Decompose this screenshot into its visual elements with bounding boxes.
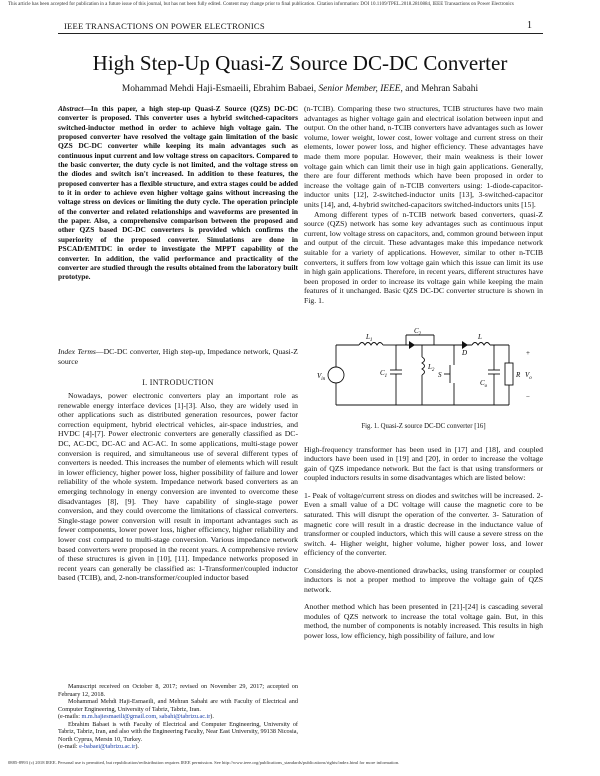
abstract-label: Abstract xyxy=(58,104,84,113)
index-terms-text: —DC-DC converter, High step-up, Impedance network, Quasi-Z source xyxy=(58,347,298,366)
footnote-received: Manuscript received on October 8, 2017; revised on November 29, 2017; accepted on February 12, 2018. xyxy=(58,683,298,698)
circuit-figure xyxy=(304,325,543,418)
index-terms-label: Index Terms xyxy=(58,347,96,356)
label-r: R xyxy=(516,371,521,379)
label-s: S xyxy=(438,371,442,379)
right-paragraph: (n-TCIB). Comparing these two structures, TCIB structures have two main advantages as higher voltage gain and electrical isolation between input and output. On the other hand, n-TCIB converters have advantages such as lower volume, lower weight, lower cost, lower voltage and current stress on their elements, lower power loss, and higher efficiency. These advantages have made them more popular. However, their main weakness is their lower voltage gain which can limit their use in high gain applications. Generally, there are four different methods which have been proposed in order to increase the voltage gain of n-TCIB converters using: 1-diode-capacitor-inductor units [12], 2-switched-inductor units [13], 3-switched-capacitor units [14], and, 4-hybrid switched-capacitors switched-inductors units [15]. xyxy=(304,104,543,209)
header-rule xyxy=(58,33,543,34)
intro-paragraph: Nowadays, power electronic converters play an important role as renewable energy interface devices [1]-[3]. Also, they are widely used in other applications such as distributed generation resources, power factor correction equipment, hybrid electrical vehicles, air-space industries, and HVDC [4]-[7]. Power electronic converters are generally classified as DC-DC, AC-DC, DC-AC and AC-AC. In some applications, multi-stage power conversion is required, and simultaneous use of several different types of converters is needed. This increases the number of elements which will result in lower efficiency, higher power loss, higher possibility of failure and lower reliability of the whole system. Impedance network based converters as an emerging technology in energy conversion are invented to overcome these disadvantages [8], [9]. They have capability of single-stage power conversion, and they could overcome the limitations of classical converters. Single-stage power conversion will result in important advantages such as fewer components, lower power loss, higher efficiency, higher reliability and lower cost compared to multi-stage conversion. Various impedance network based converters were proposed in the recent years. A comprehensive review of these structures is given in [10], [11]. Impedance networks proposed in recent years can generally be classified as: 1-Transformer/coupled inductor based (TCIB), and, 2-non-transformer/coupled inductor based xyxy=(58,391,298,583)
paper-title: High Step-Up Quasi-Z Source DC-DC Converter xyxy=(92,51,508,75)
right-column-body xyxy=(304,104,543,305)
index-terms xyxy=(58,347,298,366)
introduction-body xyxy=(58,391,298,583)
abstract xyxy=(58,104,298,282)
label-vo: $V_o$ xyxy=(525,371,532,381)
footnote-email-2: (e-mail: e-babaei@tabrizu.ac.ir). xyxy=(58,743,139,750)
abstract-text: —In this paper, a high step-up Quasi-Z Source (QZS) DC-DC converter is proposed. This converter uses a hybrid switched-capacitors switched-inductor method in order to achieve high voltage gain. The proposed converter have resolved the voltage gain limitation of the basic QZS DC-DC converter while keeping its main advantages such as continuous input current and low voltage stress on capacitors. Compared to the basic converter, the duty cycle is not limited, and the voltage stress on the diodes and switch isn't increased. In addition to these features, the proposed converter has a flexible structure, and extra stages could be added to it in order to achieve even higher voltage gains without increasing the voltage stress on devices or limiting the duty cycle. The operation principle of the converter and related relationships and waveforms are presented in the paper. Also, a comprehensive comparison between the proposed and other QZS based DC-DC converters is provided which confirms the superiority of the proposed converter. Simulations are done in PSCAD/EMTDC in order to investigate the MPPT capability of the converter. In addition, the valid performance and practicality of the converter are studied through the results obtained from the laboratory built prototype. xyxy=(58,104,298,282)
author-names: Mohammad Mehdi Haji-Esmaeili, Ebrahim Babaei, xyxy=(121,84,317,94)
right-paragraph: Considering the above-mentioned drawbacks, using transformer or coupled inductors is not a proper method to improve the voltage gain of QZS network. xyxy=(304,565,543,594)
label-c1: $C_1$ xyxy=(380,369,388,379)
label-l1: $L_1$ xyxy=(366,333,373,343)
footnote-affiliation-2: Ebrahim Babaei is with Faculty of Electrical and Computer Engineering, University of Tabriz, Tabriz, Iran, and also with the Engineering Faculty, Near East University, 99138 Nicosia, North Cyprus, Mersin 10, Turkey. xyxy=(58,720,298,743)
figure-caption: Fig. 1. Quasi-Z source DC-DC converter [16] xyxy=(361,423,486,430)
footnote-emails-1: (e-mails: m.m.hajiesmaeili@gmail.com, sabahi@tabrizu.ac.ir). xyxy=(58,713,214,720)
label-vin: $V_{in}$ xyxy=(317,372,326,382)
footnotes xyxy=(58,683,298,751)
author-last: and Mehran Sabahi xyxy=(405,84,479,94)
right-paragraph: Another method which has been presented in [21]-[24] is cascading several modules of QZS network to increase the total voltage gain. But, in this method, the number of components is notably increased. This results in high power loss, low efficiency, high possibility of failure, and low xyxy=(304,602,543,640)
prepublication-notice: This article has been accepted for publication in a future issue of this journal, but has not been fully edited. Content may change prior to final publication. Citation information: DOI 10.1109/TPEL.2018.2810884, IEEE Transactions on Power Electronics xyxy=(8,2,514,7)
right-paragraph: Among different types of n-TCIB network based converters, quasi-Z source (QZS) network has some key advantages such as continuous input current, low voltage stress on capacitors, and, common ground between input and output of the circuit. These advantages make this impedance network suitable for a variety of applications. However, similar to other n-TCIB converters, it suffers from low voltage gain which this issue can limit its use in high gain applications. Therefore, in recent years, different structures have been proposed in order to increase its voltage gain while keeping the main features of it unchanged. Basic QZS DC-DC converter structure is shown in Fig. 1. xyxy=(304,209,543,305)
label-co: $C_o$ xyxy=(480,379,488,389)
right-paragraph: High-frequency transformer has been used in [17] and [18], and coupled inductors have been used in [19] and [20], in order to increase the voltage gain of QZS impedance network. But the fact is that using transformers or coupled inductors results in some disadvantages which are listed below: xyxy=(304,444,543,483)
label-l2: $L_2$ xyxy=(428,363,435,373)
label-plus: + xyxy=(526,349,530,357)
right-column-body-2 xyxy=(304,437,543,648)
label-d: D xyxy=(462,349,468,357)
section-heading: I. INTRODUCTION xyxy=(142,378,214,387)
page-number: 1 xyxy=(527,20,532,31)
label-l: L xyxy=(478,333,482,341)
journal-name: IEEE TRANSACTIONS ON POWER ELECTRONICS xyxy=(64,21,265,31)
author-membership: Senior Member, IEEE, xyxy=(318,84,403,94)
label-c2: $C_2$ xyxy=(414,327,422,337)
author-line xyxy=(0,84,600,95)
right-paragraph: 1- Peak of voltage/current stress on diodes and switches will be increased. 2- Even a small value of a DC voltage will cause the magnetic core to be saturated. This will disrupt the operation of the converter. 3- Saturation of magnetic core will result in a drastic decrease in the inductance value of transformer or coupled inductors, which this will cause a severe stress on the switch. 4- Higher weight, higher volume, higher power loss, and lower efficiency of the converter. xyxy=(304,490,543,558)
email-link[interactable]: m.m.hajiesmaeili@gmail.com, sabahi@tabrizu.ac.ir xyxy=(81,713,211,720)
qzs-circuit-diagram xyxy=(304,325,543,418)
footnote-affiliation-1: Mohammad Mehdi Haji-Esmaeili, and Mehran Sabahi are with Faculty of Electrical and Computer Engineering, University of Tabriz, Tabriz, Iran. xyxy=(58,698,298,713)
copyright-footer: 0885-8993 (c) 2018 IEEE. Personal use is permitted, but republication/redistribution requires IEEE permission. See http://www.ieee.org/publications_standards/publications/rights/index.html for more information. xyxy=(8,760,400,765)
email-link[interactable]: e-babaei@tabrizu.ac.ir xyxy=(79,743,136,750)
label-minus: − xyxy=(526,393,530,401)
